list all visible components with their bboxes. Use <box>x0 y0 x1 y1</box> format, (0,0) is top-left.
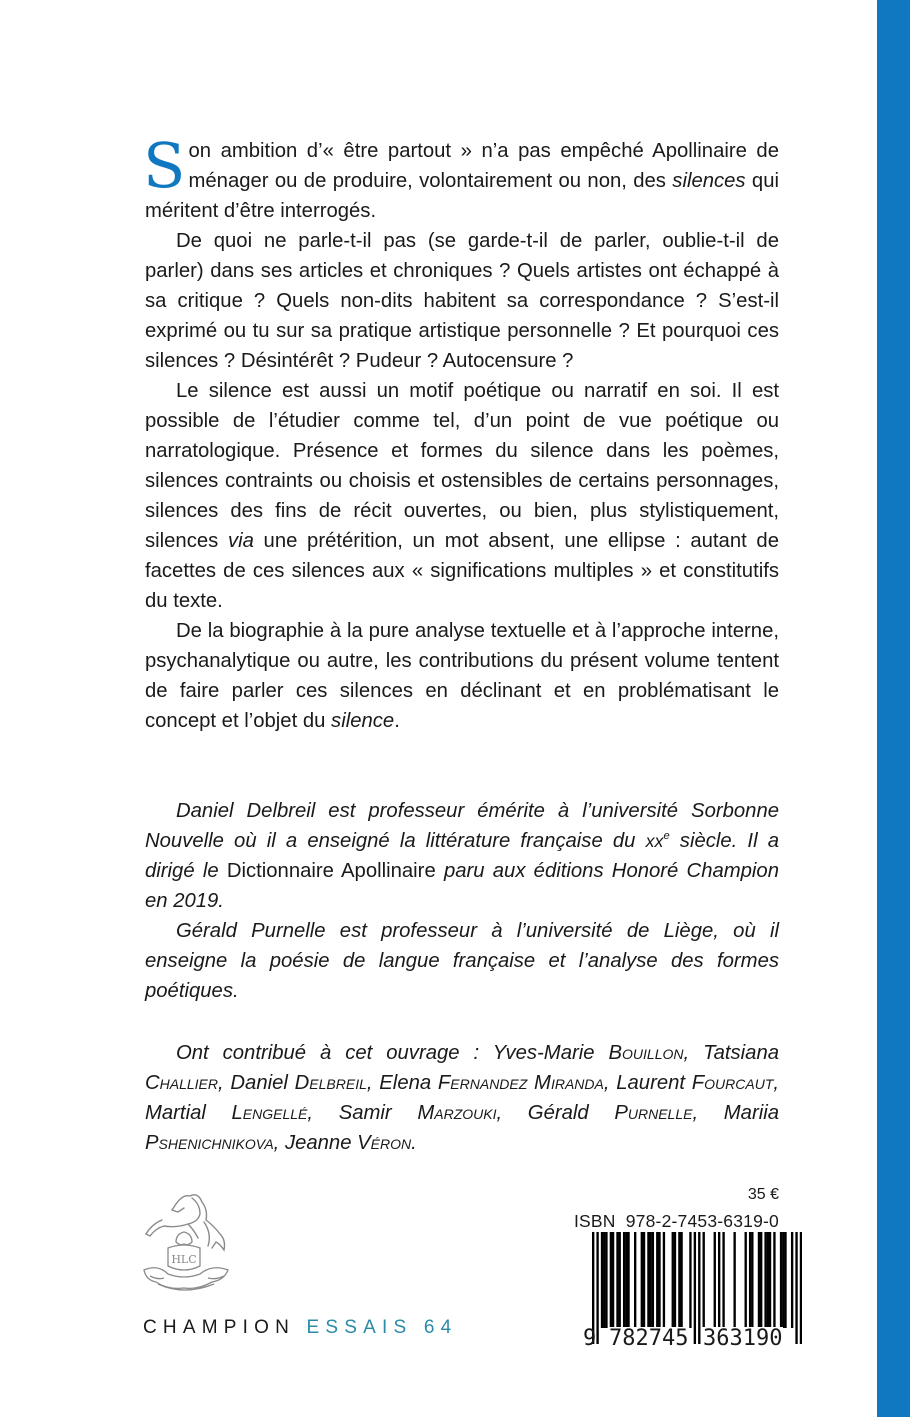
blurb-paragraph-4: De la biographie à la pure analyse textuelle et à l’approche interne, psychanalytique ou autre, les contributions du présent volume tentent de faire parler ces silences en déclinant et en problématisant le concept et l’objet du silence. <box>145 620 779 732</box>
book-title: Dictionnaire Apollinaire <box>226 860 436 882</box>
barcode-bar <box>678 1232 680 1328</box>
barcode-bar <box>784 1232 786 1328</box>
barcode-bar <box>601 1232 603 1328</box>
barcode-bar <box>749 1232 751 1328</box>
barcode-bar <box>603 1232 605 1328</box>
barcode-bar <box>625 1232 627 1328</box>
contributors <box>145 1038 779 1158</box>
contributor-surname: Challier <box>145 1072 219 1094</box>
cover-spine-strip <box>877 0 910 1417</box>
blurb-text <box>143 129 779 736</box>
barcode-bar <box>764 1232 766 1328</box>
barcode-bar <box>652 1232 654 1328</box>
contributor-name: Martial <box>145 1102 232 1124</box>
barcode-bar <box>722 1232 724 1328</box>
blurb-paragraph-2: De quoi ne parle-t-il pas (se garde-t-il de parler, oublie-t-il de parler) dans ses articles et chroniques ? Quels artistes ont échappé à sa critique ? Quels non-dits habitent sa correspondance ? S’est-il exprimé ou tu sur sa pratique artistique personnelle ? Et pourquoi ces silences ? Désintérêt ? Pudeur ? Autocensure ? <box>145 230 779 372</box>
barcode-bar <box>647 1232 649 1328</box>
barcode-bar <box>672 1232 674 1328</box>
barcode-bar <box>769 1232 771 1328</box>
series-publisher: CHAMPION <box>143 1317 295 1338</box>
barcode-bar <box>733 1232 735 1328</box>
contributor-surname: Fourcaut <box>691 1072 774 1094</box>
contributor-surname: Bouillon <box>608 1042 684 1064</box>
barcode-bar <box>795 1232 797 1344</box>
barcode-bar <box>751 1232 753 1328</box>
barcode-bar <box>610 1232 612 1328</box>
contributor-surname: Pshenichnikova <box>145 1132 274 1154</box>
contributor-surname: Marzouki <box>417 1102 497 1124</box>
barcode-bar <box>663 1232 665 1328</box>
barcode-bar <box>616 1232 618 1328</box>
barcode-bar <box>656 1232 658 1328</box>
series-number: 64 <box>423 1317 458 1338</box>
barcode-bar <box>767 1232 769 1328</box>
isbn: ISBN 978-2-7453-6319-0 <box>573 1211 779 1231</box>
contributor-surname: Delbreil <box>294 1072 367 1094</box>
barcode-bar <box>745 1232 747 1328</box>
barcode-bar <box>800 1232 802 1344</box>
contributor-surname: Lengellé <box>231 1102 308 1124</box>
horse-icon <box>146 1195 225 1250</box>
barcode-bar <box>680 1232 682 1328</box>
contributor-name: Tatsiana <box>703 1042 780 1064</box>
barcode-bar <box>649 1232 651 1328</box>
barcode-digit-first: 9 <box>583 1326 597 1351</box>
barcode-bar <box>780 1232 782 1328</box>
barcode-bar <box>703 1232 705 1328</box>
barcode-bar <box>634 1232 636 1328</box>
barcode-bar <box>658 1232 660 1328</box>
barcode-bar <box>674 1232 676 1328</box>
barcode-bar <box>643 1232 645 1328</box>
drop-cap: S <box>143 129 186 202</box>
contributor-name: Daniel <box>230 1072 295 1094</box>
barcode-bar <box>782 1232 784 1328</box>
barcode-bar <box>694 1232 696 1344</box>
contributor-surname: Purnelle <box>614 1102 693 1124</box>
barcode-bar <box>619 1232 621 1328</box>
barcode-bar <box>612 1232 614 1328</box>
barcode-bar <box>758 1232 760 1328</box>
barcode-bar <box>641 1232 643 1328</box>
series-title <box>143 1317 457 1339</box>
barcode-bar <box>605 1232 607 1328</box>
barcode-bar <box>627 1232 629 1328</box>
contributor-name: Yves-Marie <box>492 1042 609 1064</box>
blurb-paragraph-3: Le silence est aussi un motif poétique ou narratif en soi. Il est possible de l’étudier comme tel, d’un point de vue poétique ou narratologique. Présence et formes du silence dans les poèmes, silences contraints ou choisis et ostensibles de certains personnages, silences des fins de récit ouvertes, ou bien, plus stylistiquement, silences via une prétérition, un mot absent, une ellipse : autant de facettes de ces silences aux « significations multiples » et constitutifs du texte. <box>145 380 779 612</box>
barcode-bar <box>773 1232 775 1328</box>
contributor-name: Gérald <box>527 1102 615 1124</box>
barcode-digits-right: 363190 <box>703 1326 783 1351</box>
barcode-bar <box>714 1232 716 1328</box>
barcode-bar <box>718 1232 720 1328</box>
logo-monogram: HLC <box>171 1253 197 1266</box>
publisher-logo <box>128 1184 248 1304</box>
contributor-name: Mariia <box>723 1102 779 1124</box>
contributor-name: Laurent <box>616 1072 692 1094</box>
blurb-paragraph-1: Son ambition d’« être partout » n’a pas empêché Apollinaire de ménager ou de produire, volontairement ou non, des silences qui méritent d’être interrogés. <box>143 129 779 222</box>
barcode-bar <box>698 1232 700 1344</box>
barcode-bar <box>791 1232 793 1328</box>
barcode-bar <box>760 1232 762 1328</box>
barcode-bar <box>689 1232 691 1328</box>
contributor-surname: Fernandez Miranda <box>437 1072 604 1094</box>
barcode-bar <box>623 1232 625 1328</box>
contributor-name: Jeanne <box>284 1132 358 1154</box>
barcode-digits-left: 782745 <box>609 1326 689 1351</box>
contributor-name: Samir <box>338 1102 418 1124</box>
contributor-name: Elena <box>379 1072 438 1094</box>
bio-delbreil: Daniel Delbreil est professeur émérite à l’université Sorbonne Nouvelle où il a enseigné la littérature française du $xx^e$ siècle. Il a dirigé le Dictionnaire Apollinaire paru aux éditions Honoré Champion en 2019. <box>145 800 779 912</box>
contributors-list: Ont contribué à cet ouvrage : Yves-Marie Bouillon, Tatsiana Challier, Daniel Delbreil, Elena Fernandez Miranda, Laurent Fourcaut, Martial Lengellé, Samir Marzouki, Gérald Purnelle, Mariia Pshenichnikova, Jeanne Véron. <box>145 1042 780 1154</box>
author-bios <box>145 796 779 1006</box>
series-collection: ESSAIS <box>306 1317 413 1338</box>
bio-purnelle: Gérald Purnelle est professeur à l’université de Liège, où il enseigne la poésie de langue française et l’analyse des formes poétiques. <box>145 920 779 1002</box>
price: 35 € <box>747 1186 779 1203</box>
contributor-surname: Véron <box>357 1132 412 1154</box>
